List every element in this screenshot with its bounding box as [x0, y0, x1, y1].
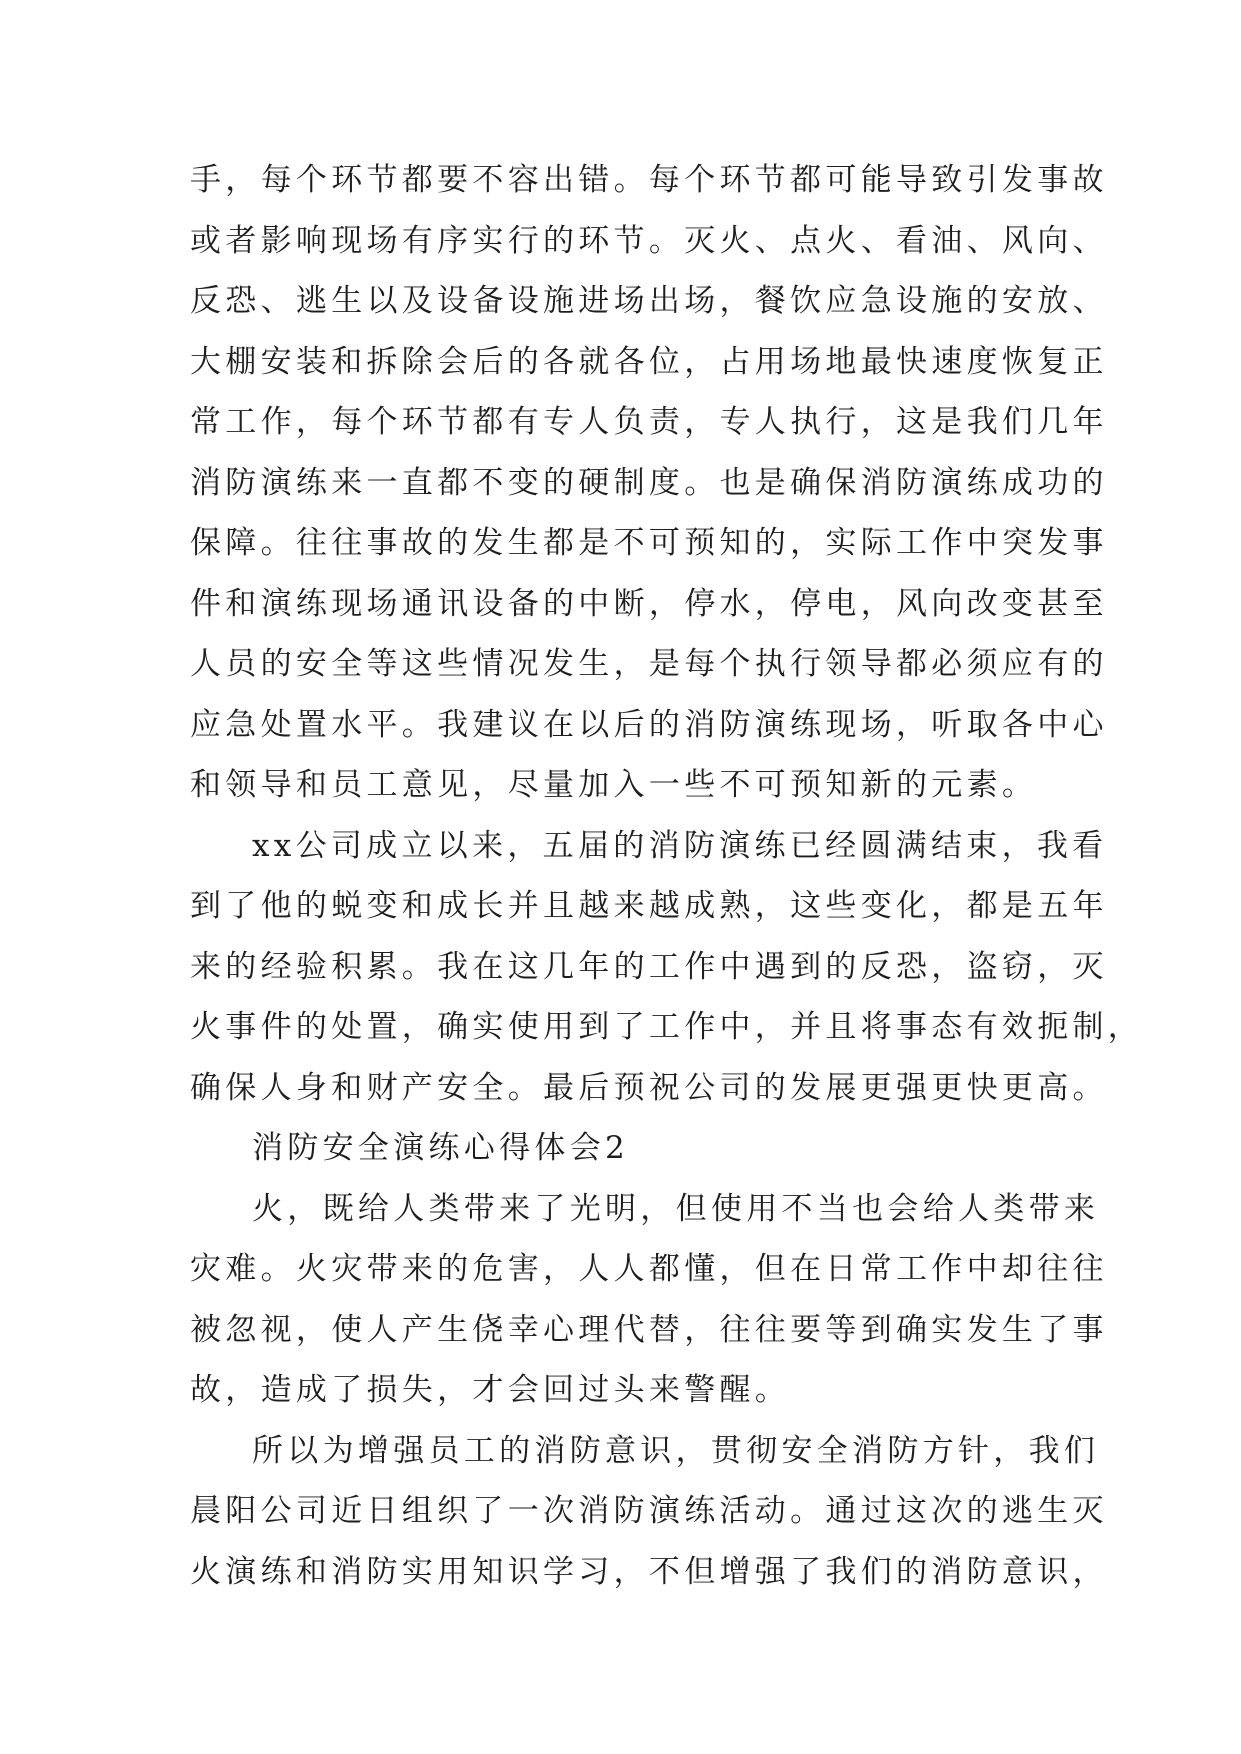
text-line: 人员的安全等这些情况发生，是每个执行领导都必须应有的: [190, 646, 1108, 682]
text-line: 保障。往往事故的发生都是不可预知的，实际工作中突发事: [190, 525, 1108, 561]
text-line: 晨阳公司近日组织了一次消防演练活动。通过这次的逃生灭: [190, 1493, 1108, 1529]
text-line: 和领导和员工意见，尽量加入一些不可预知新的元素。: [190, 767, 1038, 803]
text-line: 确保人身和财产安全。最后预祝公司的发展更强更快更高。: [190, 1069, 1108, 1106]
text-line: 火演练和消防实用知识学习，不但增强了我们的消防意识，: [190, 1553, 1108, 1590]
text-line: 消防演练来一直都不变的硬制度。也是确保消防演练成功的: [190, 464, 1108, 501]
text-line: xx公司成立以来，五届的消防演练已经圆满结束，我看: [252, 827, 1108, 864]
text-line: 或者影响现场有序实行的环节。灭火、点火、看油、风向、: [190, 222, 1108, 259]
text-line: 应急处置水平。我建议在以后的消防演练现场，听取各中心: [190, 706, 1108, 743]
text-line: 反恐、逃生以及设备设施进场出场，餐饮应急设施的安放、: [190, 283, 1108, 319]
text-line: 被忽视，使人产生侥幸心理代替，往往要等到确实发生了事: [190, 1311, 1108, 1348]
text-line: 手，每个环节都要不容出错。每个环节都可能导致引发事故: [190, 162, 1108, 198]
text-line: 火事件的处置，确实使用到了工作中，并且将事态有效扼制，: [190, 1009, 1144, 1045]
text-line: 件和演练现场通讯设备的中断，停水，停电，风向改变甚至: [190, 585, 1108, 622]
text-line: 所以为增强员工的消防意识，贯彻安全消防方针，我们: [252, 1432, 1100, 1469]
text-line: 故，造成了损失，才会回过头来警醒。: [190, 1372, 791, 1408]
document-body: [190, 150, 1144, 1602]
text-line: 大棚安装和拆除会后的各就各位，占用场地最快速度恢复正: [190, 343, 1108, 380]
text-line: 灾难。火灾带来的危害，人人都懂，但在日常工作中却往往: [190, 1251, 1108, 1287]
text-line: 到了他的蜕变和成长并且越来越成熟，这些变化，都是五年: [190, 888, 1108, 924]
text-line: 常工作，每个环节都有专人负责，专人执行，这是我们几年: [190, 404, 1108, 440]
text-line: 火，既给人类带来了光明，但使用不当也会给人类带来: [252, 1190, 1100, 1227]
text-line: 消防安全演练心得体会2: [252, 1130, 630, 1166]
text-line: 来的经验积累。我在这几年的工作中遇到的反恐，盗窃，灭: [190, 948, 1108, 985]
